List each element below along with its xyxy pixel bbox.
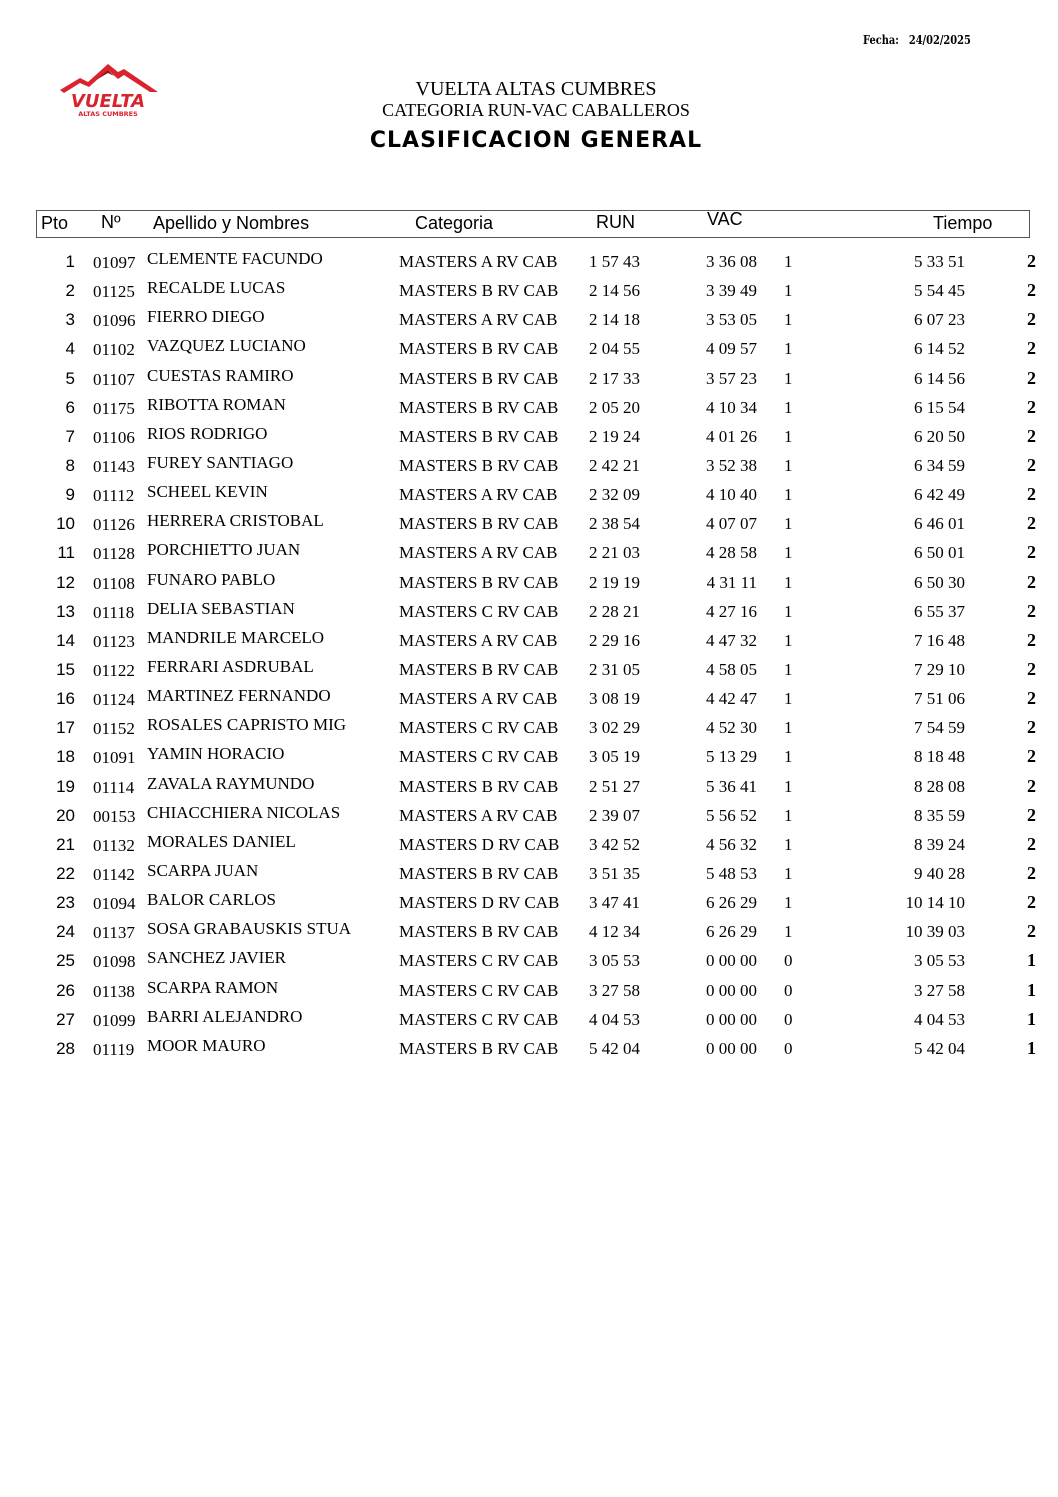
bib-number-cell: 01094 xyxy=(93,894,136,914)
run-time-cell: 2 21 03 xyxy=(589,543,640,563)
stage-flag-cell: 1 xyxy=(784,397,793,417)
bib-number-cell: 01125 xyxy=(93,282,135,302)
position-cell: 11 xyxy=(57,543,75,563)
table-row xyxy=(0,772,1058,801)
vac-time-cell: 5 48 53 xyxy=(706,863,757,883)
bib-number-cell: 01091 xyxy=(93,748,136,768)
stages-count-cell: 1 xyxy=(1027,979,1036,1000)
run-time-cell: 3 27 58 xyxy=(589,980,640,1000)
vac-time-cell: 0 00 00 xyxy=(706,980,757,1000)
table-row xyxy=(0,976,1058,1005)
total-time-cell: 7 54 59 xyxy=(914,718,965,738)
table-header xyxy=(36,210,1030,238)
vac-time-cell: 4 27 16 xyxy=(706,601,757,621)
stages-count-cell: 2 xyxy=(1027,484,1036,505)
table-row xyxy=(0,917,1058,946)
athlete-name-cell: SCARPA JUAN xyxy=(147,860,259,880)
stages-count-cell: 2 xyxy=(1027,454,1036,475)
vac-time-cell: 4 01 26 xyxy=(706,426,757,446)
position-cell: 27 xyxy=(56,1009,75,1029)
vac-time-cell: 4 52 30 xyxy=(706,718,757,738)
run-time-cell: 2 17 33 xyxy=(589,368,640,388)
category-cell: MASTERS B RV CAB xyxy=(399,776,559,796)
stages-count-cell: 2 xyxy=(1027,629,1036,650)
vac-time-cell: 4 42 47 xyxy=(706,689,757,709)
category-cell: MASTERS B RV CAB xyxy=(399,368,559,388)
column-header-category: Categoria xyxy=(415,213,494,233)
category-cell: MASTERS C RV CAB xyxy=(399,1009,559,1029)
position-cell: 23 xyxy=(56,893,75,913)
category-cell: MASTERS B RV CAB xyxy=(399,514,559,534)
category-cell: MASTERS D RV CAB xyxy=(399,834,560,854)
category-cell: MASTERS B RV CAB xyxy=(399,426,559,446)
table-row xyxy=(0,305,1058,334)
vac-time-cell: 4 56 32 xyxy=(706,834,757,854)
position-cell: 16 xyxy=(56,689,75,709)
stage-flag-cell: 1 xyxy=(784,310,793,330)
total-time-cell: 3 05 53 xyxy=(914,951,965,971)
position-cell: 21 xyxy=(56,834,75,854)
position-cell: 26 xyxy=(56,980,75,1000)
total-time-cell: 9 40 28 xyxy=(914,863,965,883)
vac-time-cell: 5 56 52 xyxy=(706,805,757,825)
column-header-time: Tiempo xyxy=(933,213,993,233)
table-row xyxy=(0,888,1058,917)
total-time-cell: 7 29 10 xyxy=(914,659,965,679)
stage-flag-cell: 1 xyxy=(784,426,793,446)
stage-flag-cell: 1 xyxy=(784,805,793,825)
bib-number-cell: 00153 xyxy=(93,806,136,826)
athlete-name-cell: RIBOTTA ROMAN xyxy=(147,394,286,414)
stage-flag-cell: 1 xyxy=(784,630,793,650)
stage-flag-cell: 1 xyxy=(784,455,793,475)
position-cell: 2 xyxy=(65,281,75,301)
total-time-cell: 5 42 04 xyxy=(914,1038,965,1058)
vac-time-cell: 3 52 38 xyxy=(706,455,757,475)
run-time-cell: 4 12 34 xyxy=(589,922,640,942)
stages-count-cell: 1 xyxy=(1027,1008,1036,1029)
stage-flag-cell: 1 xyxy=(784,834,793,854)
total-time-cell: 6 50 01 xyxy=(914,543,965,563)
athlete-name-cell: SOSA GRABAUSKIS STUA xyxy=(147,919,352,939)
bib-number-cell: 01152 xyxy=(93,719,135,739)
athlete-name-cell: ROSALES CAPRISTO MIG xyxy=(147,715,347,735)
table-row xyxy=(0,830,1058,859)
table-row xyxy=(0,713,1058,742)
table-row xyxy=(0,568,1058,597)
column-header-pto: Pto xyxy=(41,213,69,233)
vac-time-cell: 0 00 00 xyxy=(706,1009,757,1029)
position-cell: 28 xyxy=(56,1038,75,1058)
athlete-name-cell: FERRARI ASDRUBAL xyxy=(147,656,314,676)
stage-flag-cell: 1 xyxy=(784,601,793,621)
table-row xyxy=(0,451,1058,480)
athlete-name-cell: SANCHEZ JAVIER xyxy=(147,948,287,968)
stage-flag-cell: 1 xyxy=(784,485,793,505)
total-time-cell: 6 14 56 xyxy=(914,368,965,388)
table-row xyxy=(0,597,1058,626)
table-row xyxy=(0,364,1058,393)
total-time-cell: 3 27 58 xyxy=(914,980,965,1000)
bib-number-cell: 01102 xyxy=(93,340,135,360)
bib-number-cell: 01107 xyxy=(93,369,135,389)
run-time-cell: 2 29 16 xyxy=(589,630,640,650)
stages-count-cell: 2 xyxy=(1027,892,1036,913)
column-header-number: Nº xyxy=(101,212,121,232)
category-cell: MASTERS C RV CAB xyxy=(399,951,559,971)
date-value: 24/02/2025 xyxy=(908,33,971,47)
position-cell: 24 xyxy=(56,922,75,942)
position-cell: 3 xyxy=(65,310,75,330)
position-cell: 17 xyxy=(56,718,75,738)
bib-number-cell: 01126 xyxy=(93,515,135,535)
vac-time-cell: 3 57 23 xyxy=(706,368,757,388)
vac-time-cell: 5 13 29 xyxy=(706,747,757,767)
table-row xyxy=(0,684,1058,713)
run-time-cell: 2 19 24 xyxy=(589,426,640,446)
category-cell: MASTERS A RV CAB xyxy=(399,805,558,825)
category-cell: MASTERS A RV CAB xyxy=(399,689,558,709)
athlete-name-cell: PORCHIETTO JUAN xyxy=(147,540,301,560)
total-time-cell: 5 54 45 xyxy=(914,281,965,301)
stage-flag-cell: 0 xyxy=(784,951,793,971)
category-cell: MASTERS C RV CAB xyxy=(399,747,559,767)
bib-number-cell: 01106 xyxy=(93,427,135,447)
category-cell: MASTERS B RV CAB xyxy=(399,397,559,417)
column-header-name: Apellido y Nombres xyxy=(153,213,310,233)
stage-flag-cell: 1 xyxy=(784,922,793,942)
run-time-cell: 3 02 29 xyxy=(589,718,640,738)
athlete-name-cell: RECALDE LUCAS xyxy=(147,278,286,298)
position-cell: 10 xyxy=(56,514,75,534)
table-row xyxy=(0,393,1058,422)
stage-flag-cell: 1 xyxy=(784,659,793,679)
stages-count-cell: 2 xyxy=(1027,746,1036,767)
total-time-cell: 6 14 52 xyxy=(914,339,965,359)
stages-count-cell: 2 xyxy=(1027,804,1036,825)
stage-flag-cell: 1 xyxy=(784,572,793,592)
stage-flag-cell: 1 xyxy=(784,543,793,563)
table-row xyxy=(0,509,1058,538)
run-time-cell: 3 51 35 xyxy=(589,863,640,883)
total-time-cell: 8 28 08 xyxy=(914,776,965,796)
category-cell: MASTERS B RV CAB xyxy=(399,455,559,475)
position-cell: 18 xyxy=(56,747,75,767)
run-time-cell: 2 14 56 xyxy=(589,281,640,301)
position-cell: 14 xyxy=(56,630,75,650)
category-cell: MASTERS A RV CAB xyxy=(399,252,558,271)
athlete-name-cell: SCARPA RAMON xyxy=(147,977,279,997)
run-time-cell: 2 28 21 xyxy=(589,601,640,621)
category-cell: MASTERS A RV CAB xyxy=(399,543,558,563)
stage-flag-cell: 0 xyxy=(784,1038,793,1058)
bib-number-cell: 01098 xyxy=(93,952,136,972)
stages-count-cell: 2 xyxy=(1027,862,1036,883)
total-time-cell: 6 46 01 xyxy=(914,514,965,534)
bib-number-cell: 01118 xyxy=(93,602,135,622)
stage-flag-cell: 1 xyxy=(784,689,793,709)
results-table xyxy=(0,247,1058,1063)
stages-count-cell: 2 xyxy=(1027,309,1036,330)
table-row xyxy=(0,276,1058,305)
table-row xyxy=(0,626,1058,655)
position-cell: 20 xyxy=(56,805,75,825)
page-title: CLASIFICACION GENERAL xyxy=(369,128,703,153)
total-time-cell: 6 34 59 xyxy=(914,455,965,475)
title-block xyxy=(0,78,1058,155)
vac-time-cell: 4 31 11 xyxy=(706,572,757,592)
vac-time-cell: 4 10 40 xyxy=(706,485,757,505)
total-time-cell: 7 16 48 xyxy=(914,630,965,650)
category-name: CATEGORIA RUN-VAC CABALLEROS xyxy=(382,100,690,120)
stages-count-cell: 2 xyxy=(1027,280,1036,301)
vac-time-cell: 6 26 29 xyxy=(706,922,757,942)
athlete-name-cell: MARTINEZ FERNANDO xyxy=(147,686,331,706)
category-cell: MASTERS A RV CAB xyxy=(399,630,558,650)
run-time-cell: 2 51 27 xyxy=(589,776,640,796)
athlete-name-cell: FUREY SANTIAGO xyxy=(147,452,294,472)
position-cell: 22 xyxy=(56,863,75,883)
athlete-name-cell: CHIACCHIERA NICOLAS xyxy=(147,802,341,822)
bib-number-cell: 01108 xyxy=(93,573,135,593)
column-header-run: RUN xyxy=(596,212,635,232)
total-time-cell: 8 35 59 xyxy=(914,805,965,825)
athlete-name-cell: ZAVALA RAYMUNDO xyxy=(147,773,315,793)
total-time-cell: 6 50 30 xyxy=(914,572,965,592)
stage-flag-cell: 1 xyxy=(784,368,793,388)
vac-time-cell: 4 47 32 xyxy=(706,630,757,650)
vac-time-cell: 4 09 57 xyxy=(706,339,757,359)
athlete-name-cell: HERRERA CRISTOBAL xyxy=(147,511,324,531)
athlete-name-cell: BALOR CARLOS xyxy=(147,890,276,910)
bib-number-cell: 01097 xyxy=(93,253,136,272)
total-time-cell: 5 33 51 xyxy=(914,252,965,271)
column-header-vac: VAC xyxy=(707,209,743,229)
stage-flag-cell: 1 xyxy=(784,281,793,301)
run-time-cell: 5 42 04 xyxy=(589,1038,640,1058)
run-time-cell: 1 57 43 xyxy=(589,252,640,271)
stage-flag-cell: 1 xyxy=(784,514,793,534)
stages-count-cell: 2 xyxy=(1027,425,1036,446)
run-time-cell: 2 32 09 xyxy=(589,485,640,505)
stage-flag-cell: 1 xyxy=(784,252,793,271)
category-cell: MASTERS B RV CAB xyxy=(399,863,559,883)
position-cell: 15 xyxy=(56,659,75,679)
athlete-name-cell: CUESTAS RAMIRO xyxy=(147,365,294,385)
stage-flag-cell: 1 xyxy=(784,863,793,883)
stage-flag-cell: 1 xyxy=(784,339,793,359)
run-time-cell: 2 31 05 xyxy=(589,659,640,679)
table-row xyxy=(0,946,1058,975)
table-row xyxy=(0,1005,1058,1034)
category-cell: MASTERS B RV CAB xyxy=(399,572,559,592)
table-row xyxy=(0,480,1058,509)
stage-flag-cell: 0 xyxy=(784,980,793,1000)
total-time-cell: 6 55 37 xyxy=(914,601,965,621)
stage-flag-cell: 1 xyxy=(784,718,793,738)
bib-number-cell: 01128 xyxy=(93,544,135,564)
total-time-cell: 8 18 48 xyxy=(914,747,965,767)
logo-text: VUELTA xyxy=(70,91,146,112)
bib-number-cell: 01138 xyxy=(93,981,135,1001)
run-time-cell: 3 05 53 xyxy=(589,951,640,971)
total-time-cell: 6 42 49 xyxy=(914,485,965,505)
run-time-cell: 2 38 54 xyxy=(589,514,640,534)
total-time-cell: 7 51 06 xyxy=(914,689,965,709)
vac-time-cell: 5 36 41 xyxy=(706,776,757,796)
vac-time-cell: 4 10 34 xyxy=(706,397,757,417)
print-date xyxy=(863,33,971,47)
position-cell: 6 xyxy=(65,397,75,417)
athlete-name-cell: BARRI ALEJANDRO xyxy=(147,1006,303,1026)
bib-number-cell: 01114 xyxy=(93,777,135,797)
total-time-cell: 10 39 03 xyxy=(905,922,965,942)
bib-number-cell: 01123 xyxy=(93,631,135,651)
run-time-cell: 2 14 18 xyxy=(589,310,640,330)
vac-time-cell: 4 07 07 xyxy=(706,514,757,534)
event-name: VUELTA ALTAS CUMBRES xyxy=(415,78,657,100)
run-time-cell: 3 42 52 xyxy=(589,834,640,854)
total-time-cell: 10 14 10 xyxy=(905,893,965,913)
category-cell: MASTERS C RV CAB xyxy=(399,718,559,738)
position-cell: 5 xyxy=(65,368,75,388)
total-time-cell: 6 15 54 xyxy=(914,397,965,417)
stages-count-cell: 2 xyxy=(1027,600,1036,621)
category-cell: MASTERS D RV CAB xyxy=(399,893,560,913)
total-time-cell: 6 07 23 xyxy=(914,310,965,330)
vac-time-cell: 3 36 08 xyxy=(706,252,757,271)
position-cell: 12 xyxy=(56,572,75,592)
stages-count-cell: 2 xyxy=(1027,775,1036,796)
vac-time-cell: 4 28 58 xyxy=(706,543,757,563)
bib-number-cell: 01099 xyxy=(93,1010,136,1030)
athlete-name-cell: FUNARO PABLO xyxy=(147,569,276,589)
position-cell: 25 xyxy=(56,951,75,971)
table-row xyxy=(0,655,1058,684)
bib-number-cell: 01142 xyxy=(93,864,135,884)
position-cell: 1 xyxy=(65,252,75,271)
run-time-cell: 2 39 07 xyxy=(589,805,640,825)
athlete-name-cell: RIOS RODRIGO xyxy=(147,423,268,443)
stages-count-cell: 2 xyxy=(1027,367,1036,388)
athlete-name-cell: FIERRO DIEGO xyxy=(147,307,265,327)
logo-subtext: ALTAS CUMBRES xyxy=(78,110,138,118)
stages-count-cell: 1 xyxy=(1027,1037,1036,1058)
run-time-cell: 2 42 21 xyxy=(589,455,640,475)
total-time-cell: 6 20 50 xyxy=(914,426,965,446)
category-cell: MASTERS C RV CAB xyxy=(399,601,559,621)
athlete-name-cell: CLEMENTE FACUNDO xyxy=(147,249,323,268)
category-cell: MASTERS C RV CAB xyxy=(399,980,559,1000)
stages-count-cell: 2 xyxy=(1027,571,1036,592)
bib-number-cell: 01122 xyxy=(93,660,135,680)
vac-time-cell: 6 26 29 xyxy=(706,893,757,913)
stage-flag-cell: 1 xyxy=(784,776,793,796)
athlete-name-cell: SCHEEL KEVIN xyxy=(147,482,268,502)
stage-flag-cell: 1 xyxy=(784,747,793,767)
table-row xyxy=(0,801,1058,830)
stages-count-cell: 2 xyxy=(1027,658,1036,679)
position-cell: 7 xyxy=(65,426,75,446)
bib-number-cell: 01175 xyxy=(93,398,135,418)
athlete-name-cell: VAZQUEZ LUCIANO xyxy=(147,336,306,356)
bib-number-cell: 01119 xyxy=(93,1039,135,1059)
stages-count-cell: 2 xyxy=(1027,338,1036,359)
athlete-name-cell: DELIA SEBASTIAN xyxy=(147,598,295,618)
category-cell: MASTERS B RV CAB xyxy=(399,339,559,359)
position-cell: 9 xyxy=(65,485,75,505)
table-row xyxy=(0,422,1058,451)
stages-count-cell: 1 xyxy=(1027,950,1036,971)
stages-count-cell: 2 xyxy=(1027,251,1036,271)
vac-time-cell: 4 58 05 xyxy=(706,659,757,679)
table-row xyxy=(0,1034,1058,1063)
total-time-cell: 8 39 24 xyxy=(914,834,965,854)
table-row xyxy=(0,334,1058,363)
run-time-cell: 3 08 19 xyxy=(589,689,640,709)
position-cell: 8 xyxy=(65,455,75,475)
bib-number-cell: 01137 xyxy=(93,923,135,943)
bib-number-cell: 01132 xyxy=(93,835,135,855)
stages-count-cell: 2 xyxy=(1027,833,1036,854)
stages-count-cell: 2 xyxy=(1027,921,1036,942)
position-cell: 13 xyxy=(56,601,75,621)
category-cell: MASTERS B RV CAB xyxy=(399,1038,559,1058)
vac-time-cell: 0 00 00 xyxy=(706,1038,757,1058)
table-row xyxy=(0,859,1058,888)
bib-number-cell: 01112 xyxy=(93,486,135,506)
stage-flag-cell: 1 xyxy=(784,893,793,913)
vac-time-cell: 3 39 49 xyxy=(706,281,757,301)
bib-number-cell: 01143 xyxy=(93,456,135,476)
bib-number-cell: 01096 xyxy=(93,311,136,331)
category-cell: MASTERS A RV CAB xyxy=(399,310,558,330)
vac-time-cell: 0 00 00 xyxy=(706,951,757,971)
category-cell: MASTERS B RV CAB xyxy=(399,922,559,942)
position-cell: 4 xyxy=(65,339,75,359)
stages-count-cell: 2 xyxy=(1027,688,1036,709)
category-cell: MASTERS A RV CAB xyxy=(399,485,558,505)
bib-number-cell: 01124 xyxy=(93,690,135,710)
run-time-cell: 3 05 19 xyxy=(589,747,640,767)
position-cell: 19 xyxy=(56,776,75,796)
run-time-cell: 3 47 41 xyxy=(589,893,640,913)
category-cell: MASTERS B RV CAB xyxy=(399,659,559,679)
run-time-cell: 2 05 20 xyxy=(589,397,640,417)
date-label: Fecha: xyxy=(863,33,899,47)
vac-time-cell: 3 53 05 xyxy=(706,310,757,330)
stages-count-cell: 2 xyxy=(1027,717,1036,738)
table-row xyxy=(0,742,1058,771)
athlete-name-cell: YAMIN HORACIO xyxy=(147,744,285,764)
athlete-name-cell: MOOR MAURO xyxy=(147,1035,266,1055)
stage-flag-cell: 0 xyxy=(784,1009,793,1029)
athlete-name-cell: MANDRILE MARCELO xyxy=(147,627,325,647)
stages-count-cell: 2 xyxy=(1027,396,1036,417)
total-time-cell: 4 04 53 xyxy=(914,1009,965,1029)
athlete-name-cell: MORALES DANIEL xyxy=(147,831,296,851)
stages-count-cell: 2 xyxy=(1027,513,1036,534)
table-row xyxy=(0,247,1058,276)
run-time-cell: 4 04 53 xyxy=(589,1009,640,1029)
table-row xyxy=(0,538,1058,567)
stages-count-cell: 2 xyxy=(1027,542,1036,563)
run-time-cell: 2 04 55 xyxy=(589,339,640,359)
run-time-cell: 2 19 19 xyxy=(589,572,640,592)
category-cell: MASTERS B RV CAB xyxy=(399,281,559,301)
